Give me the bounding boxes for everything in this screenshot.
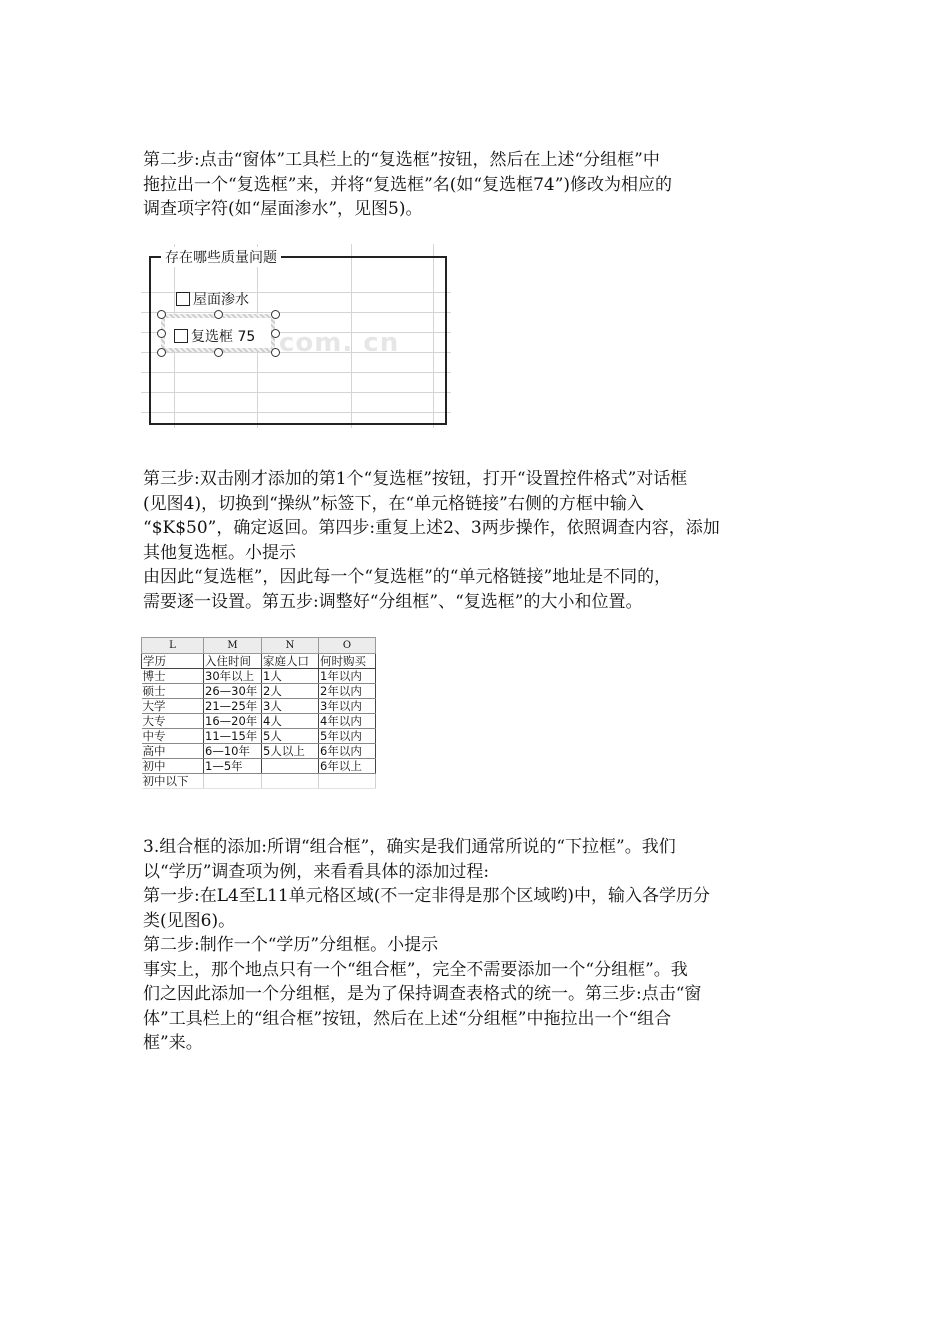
table-row <box>142 774 376 789</box>
cell[interactable]: 家庭人口 <box>262 654 319 669</box>
table-row <box>142 759 376 774</box>
cell[interactable]: 中专 <box>142 729 204 744</box>
table-row <box>142 699 376 714</box>
group-box-title: 存在哪些质量问题 <box>161 247 281 267</box>
checkbox-roof-leak[interactable] <box>176 289 249 309</box>
table-row <box>142 654 376 669</box>
cell[interactable]: 21—25年 <box>204 699 262 714</box>
text-line: 以“学历”调查项为例，来看看具体的添加过程: <box>143 861 490 882</box>
cell[interactable] <box>204 774 262 789</box>
checkbox-icon[interactable] <box>176 292 190 306</box>
cell[interactable]: 大专 <box>142 714 204 729</box>
text-line: 体”工具栏上的“组合框”按钮，然后在上述“分组框”中拖拉出一个“组合 <box>143 1008 672 1029</box>
column-header-row <box>142 638 376 654</box>
cell[interactable]: 4年以内 <box>319 714 376 729</box>
resize-handle[interactable] <box>157 348 166 357</box>
text-line: 第二步:制作一个“学历”分组框。小提示 <box>143 935 439 955</box>
text-line: 3.组合框的添加:所谓“组合框”，确实是我们通常所说的“下拉框”。我们 <box>143 837 676 857</box>
table-row <box>142 669 376 684</box>
figure-spreadsheet <box>141 637 383 807</box>
cell[interactable]: 初中以下 <box>142 774 204 789</box>
cell[interactable]: 5人以上 <box>262 744 319 759</box>
cell[interactable]: 6年以内 <box>319 744 376 759</box>
checkbox-label: 复选框 75 <box>191 329 256 345</box>
paragraph-step3-4-5 <box>143 467 808 614</box>
text-line: “$K$50”，确定返回。第四步:重复上述2、3两步操作，依照调查内容，添加 <box>143 518 720 538</box>
cell[interactable]: 30年以上 <box>204 669 262 684</box>
column-header[interactable]: L <box>142 638 204 654</box>
cell[interactable]: 3年以内 <box>319 699 376 714</box>
cell[interactable]: 高中 <box>142 744 204 759</box>
checkbox-icon[interactable] <box>174 329 188 343</box>
watermark: com. cn <box>279 328 400 358</box>
text-line: 需要逐一设置。第五步:调整好“分组框”、“复选框”的大小和位置。 <box>143 591 643 612</box>
text-line: 第二步:点击“窗体”工具栏上的“复选框”按钮，然后在上述“分组框”中 <box>143 150 660 170</box>
cell[interactable]: 何时购买 <box>319 654 376 669</box>
column-header[interactable]: O <box>319 638 376 654</box>
checkbox-75[interactable] <box>174 326 255 346</box>
resize-handle[interactable] <box>271 310 280 319</box>
spreadsheet-table <box>141 637 376 789</box>
table-row <box>142 684 376 699</box>
text-line: 类(见图6)。 <box>143 910 236 931</box>
cell[interactable]: 学历 <box>142 654 204 669</box>
figure-groupbox-checkboxes <box>141 244 451 428</box>
checkbox-label: 屋面渗水 <box>193 292 249 308</box>
cell[interactable]: 5年以内 <box>319 729 376 744</box>
cell[interactable]: 26—30年 <box>204 684 262 699</box>
text-line: 其他复选框。小提示 <box>143 542 296 563</box>
column-header[interactable]: N <box>262 638 319 654</box>
table-row <box>142 714 376 729</box>
text-line: 调查项字符(如“屋面渗水”，见图5)。 <box>143 199 423 219</box>
cell[interactable] <box>319 774 376 789</box>
resize-handle[interactable] <box>214 310 223 319</box>
resize-handle[interactable] <box>214 348 223 357</box>
text-line: 第三步:双击刚才添加的第1个“复选框”按钮，打开“设置控件格式”对话框 <box>143 469 688 489</box>
cell[interactable]: 2年以内 <box>319 684 376 699</box>
text-line: 们之因此添加一个分组框，是为了保持调查表格式的统一。第三步:点击“窗 <box>143 984 702 1004</box>
text-line: 由因此“复选框”，因此每一个“复选框”的“单元格链接”地址是不同的， <box>143 567 672 587</box>
cell[interactable]: 硕士 <box>142 684 204 699</box>
text-line: (见图4)，切换到“操纵”标签下，在“单元格链接”右侧的方框中输入 <box>143 493 644 514</box>
cell[interactable]: 16—20年 <box>204 714 262 729</box>
text-line: 第一步:在L4至L11单元格区域(不一定非得是那个区域哟)中，输入各学历分 <box>143 886 711 906</box>
table-row <box>142 744 376 759</box>
text-line: 拖拉出一个“复选框”来，并将“复选框”名(如“复选框74”)修改为相应的 <box>143 174 673 195</box>
cell[interactable]: 5人 <box>262 729 319 744</box>
cell[interactable]: 博士 <box>142 669 204 684</box>
cell[interactable]: 6—10年 <box>204 744 262 759</box>
resize-handle[interactable] <box>157 329 166 338</box>
cell[interactable]: 2人 <box>262 684 319 699</box>
cell[interactable]: 入住时间 <box>204 654 262 669</box>
resize-handle[interactable] <box>157 310 166 319</box>
paragraph-step2 <box>143 148 808 222</box>
cell[interactable]: 11—15年 <box>204 729 262 744</box>
cell[interactable]: 初中 <box>142 759 204 774</box>
cell[interactable]: 1—5年 <box>204 759 262 774</box>
text-line: 事实上，那个地点只有一个“组合框”，完全不需要添加一个“分组框”。我 <box>143 959 688 980</box>
cell[interactable]: 1年以内 <box>319 669 376 684</box>
cell[interactable] <box>262 774 319 789</box>
cell[interactable]: 6年以上 <box>319 759 376 774</box>
cell[interactable]: 1人 <box>262 669 319 684</box>
cell[interactable]: 4人 <box>262 714 319 729</box>
column-header[interactable]: M <box>204 638 262 654</box>
cell[interactable]: 大学 <box>142 699 204 714</box>
cell[interactable]: 3人 <box>262 699 319 714</box>
text-line: 框”来。 <box>143 1033 203 1053</box>
table-row <box>142 729 376 744</box>
cell[interactable] <box>262 759 319 774</box>
paragraph-combobox <box>143 835 808 1056</box>
